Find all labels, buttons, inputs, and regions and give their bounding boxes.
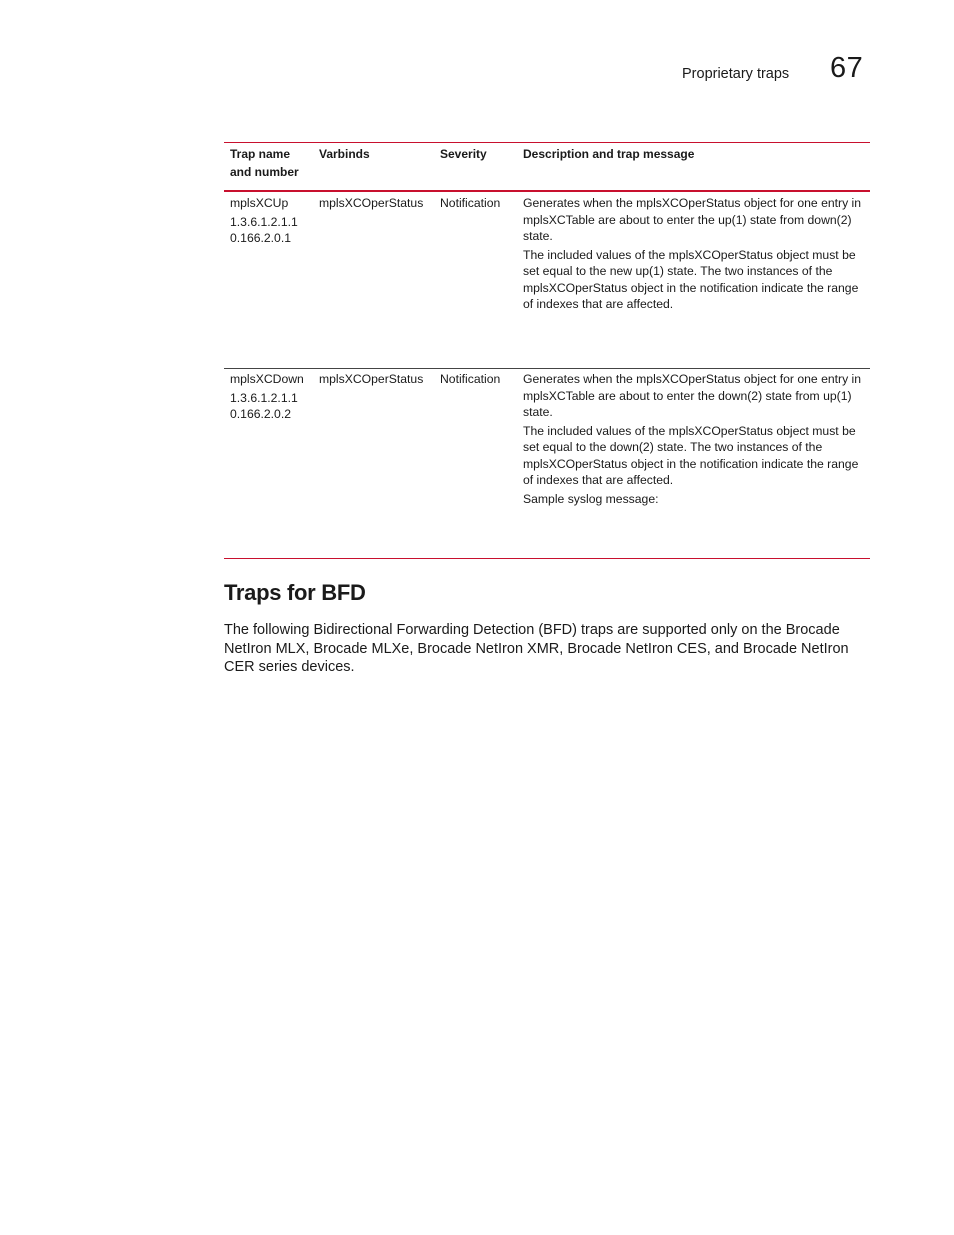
description-paragraph: Sample syslog message: <box>523 491 659 506</box>
description-paragraph: Generates when the mplsXCOperStatus object for one entry in mplsXCTable are about to enter the down(2) state from up(1) state. <box>523 372 862 419</box>
description-cell <box>517 369 870 561</box>
description-paragraph: Generates when the mplsXCOperStatus object for one entry in mplsXCTable are about to enter the up(1) state from down(2) state. <box>523 196 862 243</box>
severity-cell: Notification <box>440 372 501 386</box>
trap-oid-line2: 0.166.2.0.2 <box>230 407 291 421</box>
varbinds-cell: mplsXCOperStatus <box>319 196 424 210</box>
severity-cell: Notification <box>440 196 501 210</box>
trap-name-cell <box>224 191 313 369</box>
column-header-trap-name: Trap name and number <box>230 147 299 179</box>
trap-oid-line1: 1.3.6.1.2.1.1 <box>230 214 298 229</box>
chapter-number: 67 <box>830 52 864 84</box>
running-header-section: Proprietary traps <box>682 66 790 82</box>
trap-name: mplsXCUp <box>230 196 289 210</box>
trap-name-cell <box>224 369 313 561</box>
trap-name: mplsXCDown <box>230 372 304 386</box>
section-intro-paragraph: The following Bidirectional Forwarding Detection (BFD) traps are supported only on the Brocade NetIron MLX, Brocade MLXe, Brocade NetIron XMR, Brocade NetIron CES, and Brocade NetIron CER series devices. <box>224 622 849 675</box>
column-header-description: Description and trap message <box>523 147 695 161</box>
trap-oid-line1: 1.3.6.1.2.1.1 <box>230 390 298 405</box>
column-header-severity: Severity <box>440 147 487 161</box>
trap-oid-line2: 0.166.2.0.1 <box>230 231 291 245</box>
table-row <box>224 191 870 369</box>
section-heading: Traps for BFD <box>224 580 366 605</box>
traps-table <box>224 142 870 560</box>
description-paragraph: The included values of the mplsXCOperStatus object must be set equal to the down(2) state. The two instances of the mplsXCOperStatus object in the notification indicate the range of indexes that are affected. <box>523 423 859 487</box>
table-header-row <box>224 143 870 192</box>
table-row <box>224 369 870 561</box>
table-bottom-rule <box>224 558 870 559</box>
description-cell <box>517 191 870 369</box>
varbinds-cell: mplsXCOperStatus <box>319 372 424 386</box>
description-paragraph: The included values of the mplsXCOperStatus object must be set equal to the new up(1) state. The two instances of the mplsXCOperStatus object in the notification indicate the range of indexes that are affected. <box>523 247 859 311</box>
column-header-varbinds: Varbinds <box>319 147 370 161</box>
